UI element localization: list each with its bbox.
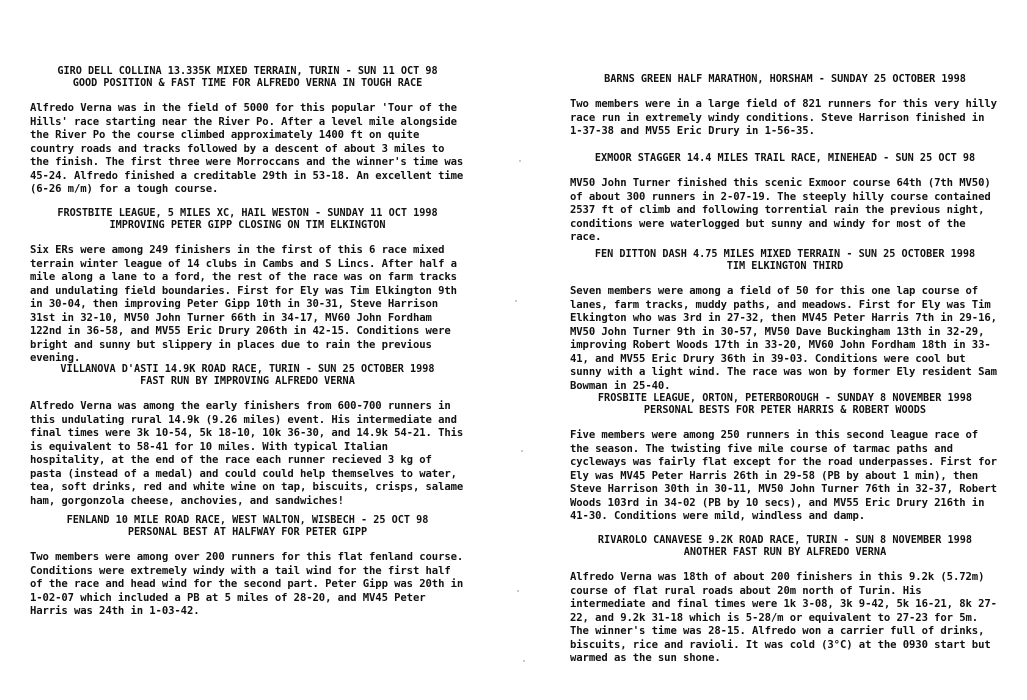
article-subtitle: IMPROVING PETER GIPP CLOSING ON TIM ELKINGTON: [109, 220, 386, 231]
article-rivarolo-canavese: [570, 535, 1000, 666]
article-subtitle: GOOD POSITION & FAST TIME FOR ALFREDO VERNA IN TOUGH RACE: [72, 78, 423, 89]
article-body: Two members were among over 200 runners for this flat fenland course. Conditions were extremely windy with a tail wind for the first half of the race and head wind for the second part. Peter Gipp was 20th in 1-02-07 which included a PB at 5 miles of 28-20, and MV45 Peter Harris was 24th in 1-03-42.: [30, 551, 464, 617]
article-villanova-dasti: [30, 364, 465, 508]
article-fenland-10-mile: [30, 515, 465, 619]
article-title: FEN DITTON DASH 4.75 MILES MIXED TERRAIN - SUN 25 OCTOBER 1998: [594, 249, 976, 260]
article-body: Two members were in a large field of 821 runners for this very hilly race run in extremely windy conditions. Steve Harrison finished in 1-37-38 and MV55 Eric Drury in 1-56-35.: [570, 98, 997, 137]
article-subtitle: TIM ELKINGTON THIRD: [726, 261, 844, 272]
article-fen-ditton-dash: [570, 249, 1000, 393]
article-title: VILLANOVA D'ASTI 14.9K ROAD RACE, TURIN - SUN 25 OCTOBER 1998: [60, 364, 435, 375]
article-body: Alfredo Verna was in the field of 5000 for this popular 'Tour of the Hills' race starting near the River Po. After a level mile alongside the River Po the course climbed approximately 1400 ft on quite country roads and tracks followed by a descent of about 3 miles to the finish. The first three were Morroccans and the winner's time was 45-24. Alfredo finished a creditable 29th in 53-18. An excellent time (6-26 m/m) for a tough course.: [30, 102, 464, 195]
article-title: EXMOOR STAGGER 14.4 MILES TRAIL RACE, MINEHEAD - SUN 25 OCT 98: [594, 153, 976, 164]
article-body: Five members were among 250 runners in this second league race of the season. The twisting five mile course of tarmac paths and cycleways was fairly flat except for the road underpasses. First for Ely was MV45 Peter Harris 26th in 29-58 (PB by about 1 min), then Steve Harrison 30th in 30-11, MV50 John Turner 76th in 32-37, Robert Woods 103rd in 34-02 (PB by 10 secs), and MV55 Eric Drury 216th in 41-30. Conditions were mild, windless and damp.: [570, 429, 997, 522]
scan-speck: [517, 590, 519, 592]
article-exmoor-stagger: [570, 153, 1000, 245]
page-gutter: [505, 120, 535, 700]
article-subtitle: PERSONAL BEST AT HALFWAY FOR PETER GIPP: [127, 527, 368, 538]
article-subtitle: ANOTHER FAST RUN BY ALFREDO VERNA: [683, 547, 887, 558]
article-subtitle: FAST RUN BY IMPROVING ALFREDO VERNA: [140, 376, 355, 387]
article-body: Alfredo Verna was 18th of about 200 finishers in this 9.2k (5.72m) course of flat rural roads about 20m north of Turin. His intermediate and final times were 1k 3-08, 3k 9-42, 5k 16-21, 8k 27-22, and 9.2k 31-18 which is 5-28/m or equivalent to 27-23 for 5m. The winner's time was 28-15. Alfredo won a carrier full of drinks, biscuits, rice and ravioli. It was cold (3°C) at the 0930 start but warmed as the sun shone.: [570, 571, 997, 664]
article-barns-green: [570, 74, 1000, 139]
article-title: FROSTBITE LEAGUE, 5 MILES XC, HAIL WESTON - SUNDAY 11 OCT 1998: [57, 208, 438, 219]
scan-speck: [521, 450, 523, 452]
article-body: Six ERs were among 249 finishers in the first of this 6 race mixed terrain winter league of 14 clubs in Cambs and S Lincs. After half a mile along a lane to a ford, the rest of the race was on farm tracks and undulating field boundaries. First for Ely was Tim Elkington 9th in 30-04, then improving Peter Gipp 10th in 30-31, Steve Harrison 31st in 32-10, MV50 John Turner 66th in 34-17, MV60 John Fordham 122nd in 36-58, and MV55 Eric Drury 206th in 42-15. Conditions were bright and sunny but slippery in places due to rain the previous evening.: [30, 244, 457, 364]
scan-speck: [519, 160, 521, 162]
article-title: RIVAROLO CANAVESE 9.2K ROAD RACE, TURIN - SUN 8 NOVEMBER 1998: [597, 535, 973, 546]
article-title: FENLAND 10 MILE ROAD RACE, WEST WALTON, WISBECH - 25 OCT 98: [66, 515, 429, 526]
scan-speck: [523, 660, 525, 662]
article-subtitle: PERSONAL BESTS FOR PETER HARRIS & ROBERT WOODS: [643, 405, 927, 416]
article-body: Seven members were among a field of 50 for this one lap course of lanes, farm tracks, muddy paths, and meadows. First for Ely was Tim Elkington who was 3rd in 27-32, then MV45 Peter Harris 7th in 29-16, MV50 John Turner 9th in 30-57, MV50 Dave Buckingham 13th in 32-29, improving Robert Woods 17th in 33-20, MV60 John Fordham 18th in 33-41, and MV55 Eric Drury 36th in 39-03. Conditions were cool but sunny with a light wind. The race was won by former Ely resident Sam Bowman in 25-40.: [570, 285, 997, 392]
article-title: GIRO DELL COLLINA 13.335K MIXED TERRAIN, TURIN - SUN 11 OCT 98: [57, 66, 438, 77]
article-frosbite-orton: [570, 393, 1000, 524]
article-body: MV50 John Turner finished this scenic Exmoor course 64th (7th MV50) of about 300 runners in 2-07-19. The steeply hilly course contained 2537 ft of climb and following torrential rain the previous night, conditions were waterlogged but sunny and windy for most of the race.: [570, 177, 991, 243]
article-frostbite-hail-weston: [30, 208, 465, 366]
article-title: BARNS GREEN HALF MARATHON, HORSHAM - SUNDAY 25 OCTOBER 1998: [604, 74, 966, 85]
article-giro-dell-collina: [30, 66, 465, 197]
article-title: FROSBITE LEAGUE, ORTON, PETERBOROUGH - SUNDAY 8 NOVEMBER 1998: [597, 393, 973, 404]
article-body: Alfredo Verna was among the early finishers from 600-700 runners in this undulating rural 14.9k (9.26 miles) event. His intermediate and final times were 3k 10-54, 5k 18-10, 10k 36-30, and 14.9k 54-21. This is equivalent to 58-41 for 10 miles. With typical Italian hospitality, at the end of the race each runner recieved 3 kg of pasta (instead of a medal) and could could help themselves to water, tea, soft drinks, red and white wine on tap, biscuits, crisps, salame ham, gorgonzola cheese, anchovies, and sandwiches!: [30, 400, 464, 507]
scan-speck: [515, 300, 517, 302]
